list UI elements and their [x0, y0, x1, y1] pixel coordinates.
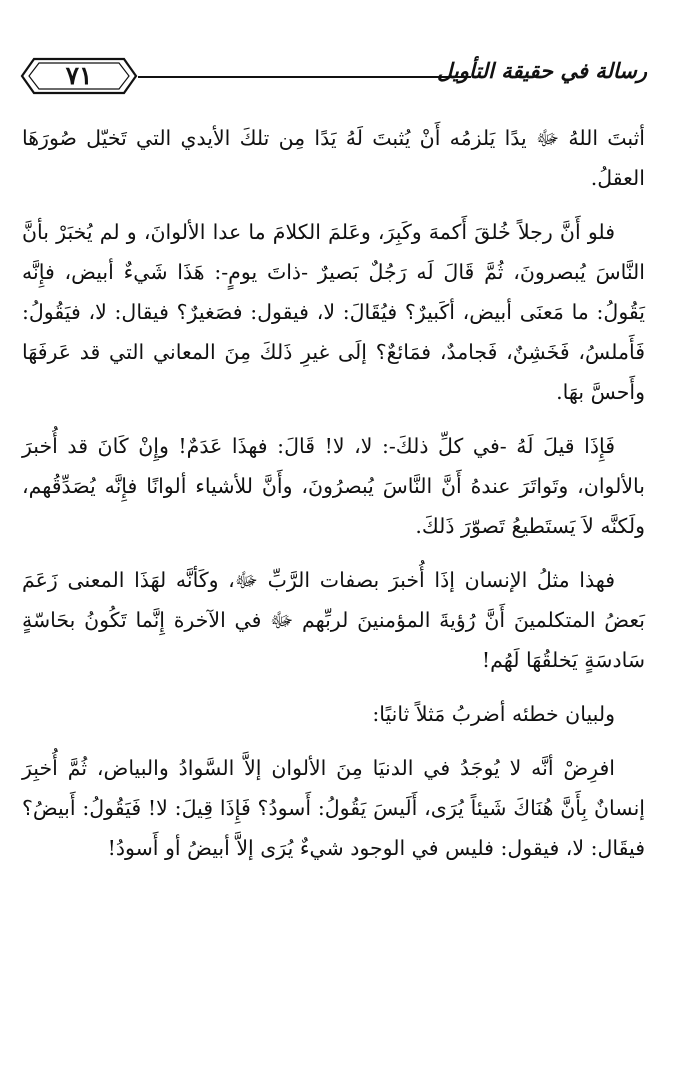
paragraph-3: فَإِذَا قيلَ لَهُ -في كلِّ ذلكَ-: لا، لا! قَالَ: فهذَا عَدَمٌ! وإِنْ كَانَ قد أُخبرَ بالألوان، وتَواتَرَ عندهُ أَنَّ النَّاسَ يُبصرُونَ، وأَنَّ للأشياء ألوانًا فإِنَّه يُصَدِّقُهم، ولَكنَّه لاَ يَستَطيعُ تَصوّرَ ذَلكَ. [22, 434, 645, 538]
page-number-badge [20, 55, 138, 97]
paragraph-6: افرِضْ أنَّه لا يُوجَدُ في الدنيَا مِنَ الألوان إلاَّ السَّوادُ والبياض، ثُمَّ أُخبِرَ إنسانٌ بِأَنَّ هُنَاكَ شَيئاً يُرَى، أَلَيسَ يَقُولُ: أَسودُ؟ فَإِذَا قِيلَ: لا! فَيَقُولُ: أَبيضُ؟ فيقَال: لا، فيقول: فليس في الوجود شيءٌ يُرَى إلاَّ أبيضُ أو أَسودُ! [22, 756, 645, 860]
paragraph-4: فهذا مثلُ الإنسان إذَا أُخبرَ بصفات الرَّبِّ ﷻ، وكَأنَّه لهَذَا المعنى زَعَمَ بَعضُ المتكلمينَ أَنَّ رُؤيةَ المؤمنينَ لربِّهم ﷻ في الآخرة إِنَّما تَكُونُ بحَاسّةٍ سَادسَةٍ يَخلقُهَا لَهُم! [22, 568, 645, 672]
paragraph-1: أثبتَ اللهُ ﷻ يدًا يَلزمُه أَنْ يُثبتَ لَهُ يَدًا مِن تلكَ الأيدي التي تَخيّل صُورَهَا العقلُ. [22, 126, 645, 190]
paragraph-2: فلو أَنَّ رجلاً خُلقَ أَكمهَ وكَبِرَ، وعَلمَ الكلامَ ما عدا الألوانَ، و لم يُخبَرْ بأنَّ النَّاسَ يُبصرونَ، ثُمَّ قَالَ لَه رَجُلٌ بَصيرٌ -ذاتَ يومٍ-: هَذَا شَيءٌ أبيض، فإِنَّه يَقُولُ: ما مَعنَى أبيض، أكَبيرٌ؟ فيُقَالَ: لا، فيقول: فصَغيرٌ؟ فيقال: لا، فيَقُولُ: فَأَملسُ، فَخَشِنٌ، فَجامدٌ، فمَائعٌ؟ إلَى غيرِ ذَلكَ مِنَ المعاني التي قد عَرفَهَا وأَحسَّ بهَا. [22, 220, 645, 404]
book-title: رسالة في حقيقة التأويل [437, 58, 647, 83]
main-text [22, 118, 645, 882]
header-rule [138, 76, 471, 78]
page-number: ٧١ [65, 61, 93, 90]
paragraph-5: ولبيان خطئه أضربُ مَثلاً ثانيًا: [372, 702, 615, 726]
running-header [20, 55, 647, 97]
